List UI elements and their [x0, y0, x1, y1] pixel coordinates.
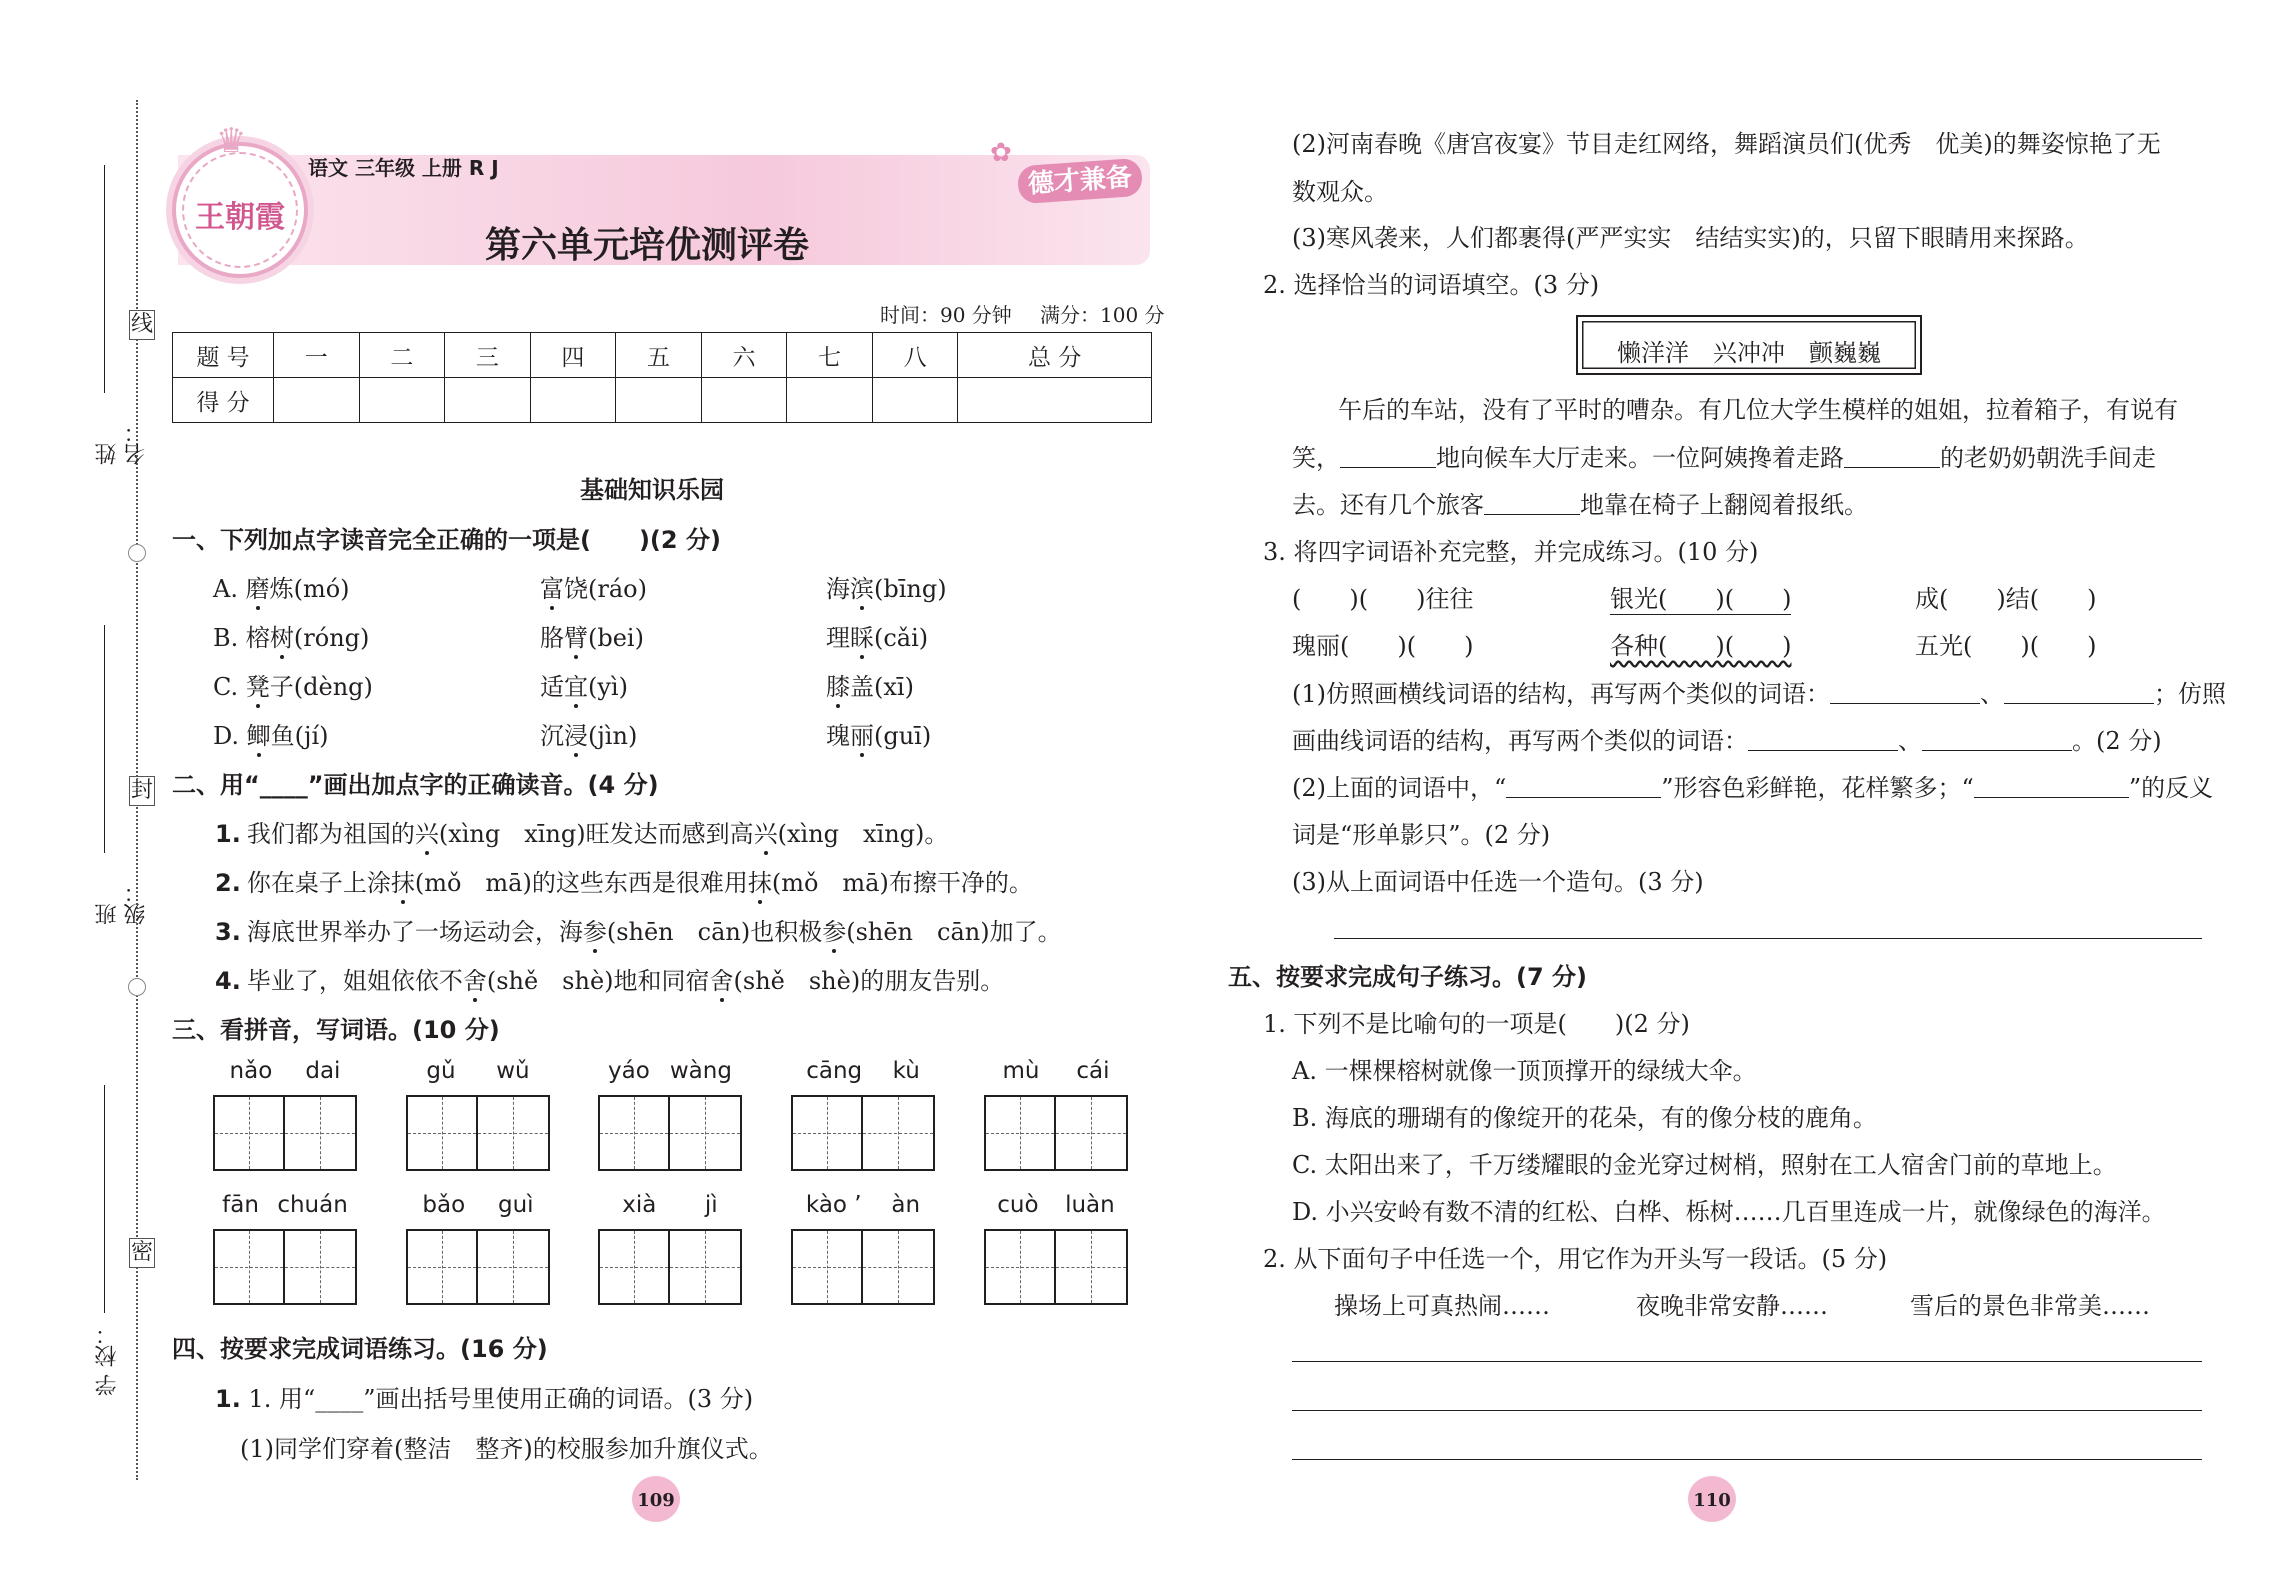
q1-option: 膝盖(xī)	[826, 673, 914, 701]
writing-grid[interactable]	[406, 1229, 550, 1305]
dotted-char: 滨	[850, 575, 874, 603]
writing-grid[interactable]	[984, 1095, 1128, 1171]
word-bank-text: 懒洋洋 兴冲冲 颤巍巍	[1617, 339, 1881, 367]
q3-title: 三、看拼音，写词语。(10 分)	[172, 1016, 500, 1044]
brand-logo-text: 王朝霞	[195, 200, 285, 235]
score-table-cell: 一	[274, 333, 360, 378]
grid-cell[interactable]	[408, 1231, 478, 1303]
grid-cell[interactable]	[1056, 1231, 1126, 1303]
school-field[interactable]	[96, 1085, 126, 1415]
q1-option: D. 鲫鱼(jí)	[213, 722, 329, 750]
score-input[interactable]	[616, 378, 702, 423]
q5-title: 五、按要求完成句子练习。(7 分)	[1228, 963, 1587, 991]
grid-cell[interactable]	[478, 1097, 548, 1169]
dotted-char: 抹	[390, 869, 415, 897]
q2-item[interactable]: 4. 毕业了，姐姐依依不舍(shě shè)地和同宿舍(shě shè)的朋友告别。	[215, 967, 1005, 995]
score-table	[172, 332, 1152, 423]
answer-blank[interactable]	[1830, 702, 1980, 704]
dotted-char: 兴	[414, 820, 439, 848]
answer-blank[interactable]	[1506, 796, 1661, 798]
pinyin-label: kào ’ àn	[805, 1192, 921, 1218]
grid-cell[interactable]	[285, 1097, 355, 1169]
grid-cell[interactable]	[215, 1231, 285, 1303]
grid-cell[interactable]	[863, 1097, 933, 1169]
pinyin-label: xià jì	[622, 1192, 718, 1218]
writing-line[interactable]	[1292, 1410, 2202, 1411]
writing-grid[interactable]	[598, 1229, 742, 1305]
binding-mark-line: 线	[129, 310, 155, 340]
q1-title: 一、下列加点字读音完全正确的一项是( )(2 分)	[172, 526, 721, 554]
school-label: 学 校：	[95, 1323, 120, 1396]
dotted-char: 富	[540, 575, 564, 603]
binding-circle-1	[128, 544, 146, 562]
dotted-char: 参	[822, 918, 847, 946]
section-title: 基础知识乐园	[580, 476, 724, 504]
q4-sub1-title: 1. 1. 用“____”画出括号里使用正确的词语。(3 分)	[215, 1385, 754, 1413]
score-table-cell: 三	[445, 333, 531, 378]
score-table-cell: 四	[530, 333, 616, 378]
q4-sub2-para-1: 午后的车站，没有了平时的嘈杂。有几位大学生模样的姐姐，拉着箱子，有说有	[1338, 396, 2178, 424]
score-table-cell: 题 号	[173, 333, 274, 378]
writing-grid[interactable]	[213, 1229, 357, 1305]
idiom-fill[interactable]: 五光( )( )	[1915, 632, 2097, 660]
grid-cell[interactable]	[793, 1231, 863, 1303]
q5-option-c[interactable]: C. 太阳出来了，千万缕耀眼的金光穿过树梢，照射在工人宿舍门前的草地上。	[1292, 1151, 2117, 1179]
page-title: 第六单元培优测评卷	[485, 225, 810, 266]
dotted-char: 睬	[850, 624, 874, 652]
dotted-char: 参	[582, 918, 607, 946]
writing-line[interactable]	[1292, 1361, 2202, 1362]
fill-blank[interactable]	[1340, 466, 1436, 468]
answer-blank[interactable]	[1748, 749, 1898, 751]
q4-sub2-title: 2. 选择恰当的词语填空。(3 分)	[1263, 271, 1600, 299]
writing-grid[interactable]	[984, 1229, 1128, 1305]
badge: 德才兼备	[1017, 158, 1143, 205]
score-table-cell: 六	[701, 333, 787, 378]
q2-item[interactable]: 3. 海底世界举办了一场运动会，海参(shēn cān)也积极参(shēn cān)加了。	[215, 918, 1062, 946]
q1-option: 沉浸(jìn)	[540, 722, 638, 750]
writing-grid[interactable]	[406, 1095, 550, 1171]
score-input[interactable]	[359, 378, 445, 423]
dotted-char: 舍	[709, 967, 734, 995]
q1-option: C. 凳子(dèng)	[213, 673, 373, 701]
q5-start-1[interactable]: 操场上可真热闹……	[1334, 1292, 1550, 1320]
dotted-char: 舍	[462, 967, 487, 995]
q4-sub3-q3: (3)从上面词语中任选一个造句。(3 分)	[1292, 868, 1704, 896]
dotted-char: 臂	[564, 624, 588, 652]
word-bank-box	[1576, 315, 1922, 375]
q5-option-d[interactable]: D. 小兴安岭有数不清的红松、白桦、栎树……几百里连成一片，就像绿色的海洋。	[1292, 1198, 2166, 1226]
dotted-char: 宜	[564, 673, 588, 701]
binding-circle-2	[128, 978, 146, 996]
page-number-left: 109	[632, 1476, 680, 1522]
pinyin-label: fān chuán	[222, 1192, 348, 1218]
q4-sub3-q2-line1: (2)上面的词语中，“ ”形容色彩鲜艳，花样繁多；“ ”的反义	[1292, 774, 2214, 802]
q4-sub1-item-3[interactable]: (3)寒风袭来，人们都裹得(严严实实 结结实实)的，只留下眼睛用来探路。	[1292, 224, 2089, 252]
writing-line[interactable]	[1292, 1459, 2202, 1460]
q2-item[interactable]: 2. 你在桌子上涂抹(mǒ mā)的这些东西是很难用抹(mǒ mā)布擦干净的。	[215, 869, 1033, 897]
idiom-fill[interactable]: 银光( )( )	[1610, 585, 1792, 613]
grid-cell[interactable]	[986, 1097, 1056, 1169]
dotted-char: 磨	[245, 575, 270, 603]
full-score: 满分：100 分	[1040, 303, 1165, 327]
q4-sub3-title: 3. 将四字词语补充完整，并完成练习。(10 分)	[1263, 538, 1759, 566]
idiom-fill[interactable]: ( )( )往往	[1292, 585, 1474, 613]
q1-option: 适宜(yì)	[540, 673, 628, 701]
score-table-cell: 总 分	[958, 333, 1152, 378]
grid-cell[interactable]	[670, 1097, 740, 1169]
page-number-right: 110	[1688, 1476, 1736, 1522]
score-table-score-row	[173, 378, 1152, 423]
writing-grid[interactable]	[213, 1095, 357, 1171]
score-table-cell: 八	[872, 333, 958, 378]
answer-blank[interactable]	[1922, 749, 2072, 751]
dotted-char: 鲫	[246, 722, 271, 750]
pinyin-label: mù cái	[1002, 1058, 1110, 1084]
q5-option-a[interactable]: A. 一棵棵榕树就像一顶顶撑开的绿绒大伞。	[1292, 1057, 1757, 1085]
q4-sub1-item-2[interactable]: (2)河南春晚《唐宫夜宴》节目走红网络，舞蹈演员们(优秀 优美)的舞姿惊艳了无	[1292, 130, 2161, 158]
subject-line: 语文 三年级 上册 R J	[308, 156, 499, 180]
q2-item[interactable]: 1. 我们都为祖国的兴(xìng xīng)旺发达而感到高兴(xìng xīng)。	[215, 820, 949, 848]
q5-start-2[interactable]: 夜晚非常安静……	[1636, 1292, 1828, 1320]
pinyin-label: cuò luàn	[997, 1192, 1115, 1218]
dotted-char: 浸	[564, 722, 588, 750]
grid-cell[interactable]	[863, 1231, 933, 1303]
binding-mark-secret: 密	[129, 1238, 155, 1268]
q1-option: 理睬(cǎi)	[826, 624, 929, 652]
class-label: 班 级：	[95, 881, 149, 925]
grid-cell[interactable]	[408, 1097, 478, 1169]
q4-sub2-para-2: 笑， 地向候车大厅走来。一位阿姨搀着走路 的老奶奶朝洗手间走	[1292, 444, 2156, 472]
score-input[interactable]	[958, 378, 1152, 423]
q4-sub3-q2-line2: 词是“形单影只”。(2 分)	[1292, 821, 1551, 849]
grid-cell[interactable]	[1056, 1097, 1126, 1169]
answer-blank[interactable]	[1974, 796, 2129, 798]
palm-icon: ✿	[990, 138, 1012, 168]
score-table-header-row	[173, 333, 1152, 378]
q5-sub1-title: 1. 下列不是比喻句的一项是( )(2 分)	[1263, 1010, 1690, 1038]
q1-option: 海滨(bīng)	[826, 575, 947, 603]
idiom-fill[interactable]: 成( )结( )	[1915, 585, 2097, 613]
dotted-char: 抹	[747, 869, 772, 897]
exam-time: 时间：90 分钟	[880, 303, 1012, 327]
pinyin-label: gǔ wǔ	[426, 1058, 530, 1084]
grid-cell[interactable]	[285, 1231, 355, 1303]
score-input[interactable]	[787, 378, 873, 423]
q1-option: 瑰丽(guī)	[826, 722, 932, 750]
name-field[interactable]	[95, 165, 149, 465]
q4-sub2-para-3: 去。还有几个旅客 地靠在椅子上翻阅着报纸。	[1292, 491, 1868, 519]
score-table-cell: 五	[616, 333, 702, 378]
q1-option: 胳臂(bei)	[540, 624, 644, 652]
brand-logo	[172, 121, 308, 278]
q4-sub3-q1-line2: 画曲线词语的结构，再写两个类似的词语： 、 。(2 分)	[1292, 727, 2162, 755]
pinyin-label: nǎo dai	[229, 1058, 341, 1084]
idiom-fill[interactable]: 各种( )( )	[1610, 632, 1792, 660]
idiom-fill[interactable]: 瑰丽( )( )	[1292, 632, 1474, 660]
class-field[interactable]	[95, 625, 149, 925]
score-input[interactable]	[445, 378, 531, 423]
score-input[interactable]	[274, 378, 360, 423]
pinyin-label: cāng kù	[806, 1058, 920, 1084]
grid-cell[interactable]	[670, 1231, 740, 1303]
q4-title: 四、按要求完成词语练习。(16 分)	[172, 1335, 548, 1363]
grid-cell[interactable]	[600, 1097, 670, 1169]
writing-grid[interactable]	[598, 1095, 742, 1171]
pinyin-label: bǎo guì	[422, 1192, 534, 1218]
score-label: 得 分	[173, 378, 274, 423]
answer-blank[interactable]	[2004, 702, 2154, 704]
q1-option: A. 磨炼(mó)	[213, 575, 350, 603]
dotted-char: 兴	[753, 820, 778, 848]
dotted-char: 膝	[826, 673, 850, 701]
fill-blank[interactable]	[1844, 466, 1940, 468]
q4-sub1-item-1[interactable]: (1)同学们穿着(整洁 整齐)的校服参加升旗仪式。	[240, 1435, 773, 1463]
dotted-char: 丽	[850, 722, 874, 750]
fill-blank[interactable]	[1484, 513, 1580, 515]
q4-sub3-q1-line1: (1)仿照画横线词语的结构，再写两个类似的词语： 、 ；仿照	[1292, 680, 2226, 708]
q1-option: 富饶(ráo)	[540, 575, 647, 603]
score-table-cell: 七	[787, 333, 873, 378]
score-input[interactable]	[530, 378, 616, 423]
crown-icon: ♛	[216, 121, 247, 161]
grid-cell[interactable]	[478, 1231, 548, 1303]
dotted-char: 凳	[245, 673, 270, 701]
writing-grid[interactable]	[791, 1095, 935, 1171]
name-label: 姓 名：	[95, 421, 149, 465]
q2-title: 二、用“____”画出加点字的正确读音。(4 分)	[172, 771, 659, 799]
q5-sub2-title: 2. 从下面句子中任选一个，用它作为开头写一段话。(5 分)	[1263, 1245, 1888, 1273]
writing-grid[interactable]	[791, 1229, 935, 1305]
score-table-cell: 二	[359, 333, 445, 378]
grid-cell[interactable]	[986, 1231, 1056, 1303]
sentence-answer-line[interactable]	[1334, 938, 2202, 939]
grid-cell[interactable]	[600, 1231, 670, 1303]
binding-mark-seal: 封	[129, 776, 155, 806]
q1-option: B. 榕树(róng)	[213, 624, 370, 652]
score-input[interactable]	[701, 378, 787, 423]
score-input[interactable]	[872, 378, 958, 423]
dotted-char: 树	[269, 624, 294, 652]
q5-start-3[interactable]: 雪后的景色非常美……	[1910, 1292, 2150, 1320]
pinyin-label: yáo wàng	[608, 1058, 732, 1084]
grid-cell[interactable]	[215, 1097, 285, 1169]
q5-option-b[interactable]: B. 海底的珊瑚有的像绽开的花朵，有的像分枝的鹿角。	[1292, 1104, 1877, 1132]
grid-cell[interactable]	[793, 1097, 863, 1169]
q4-sub1-item-2-cont: 数观众。	[1292, 178, 1388, 206]
